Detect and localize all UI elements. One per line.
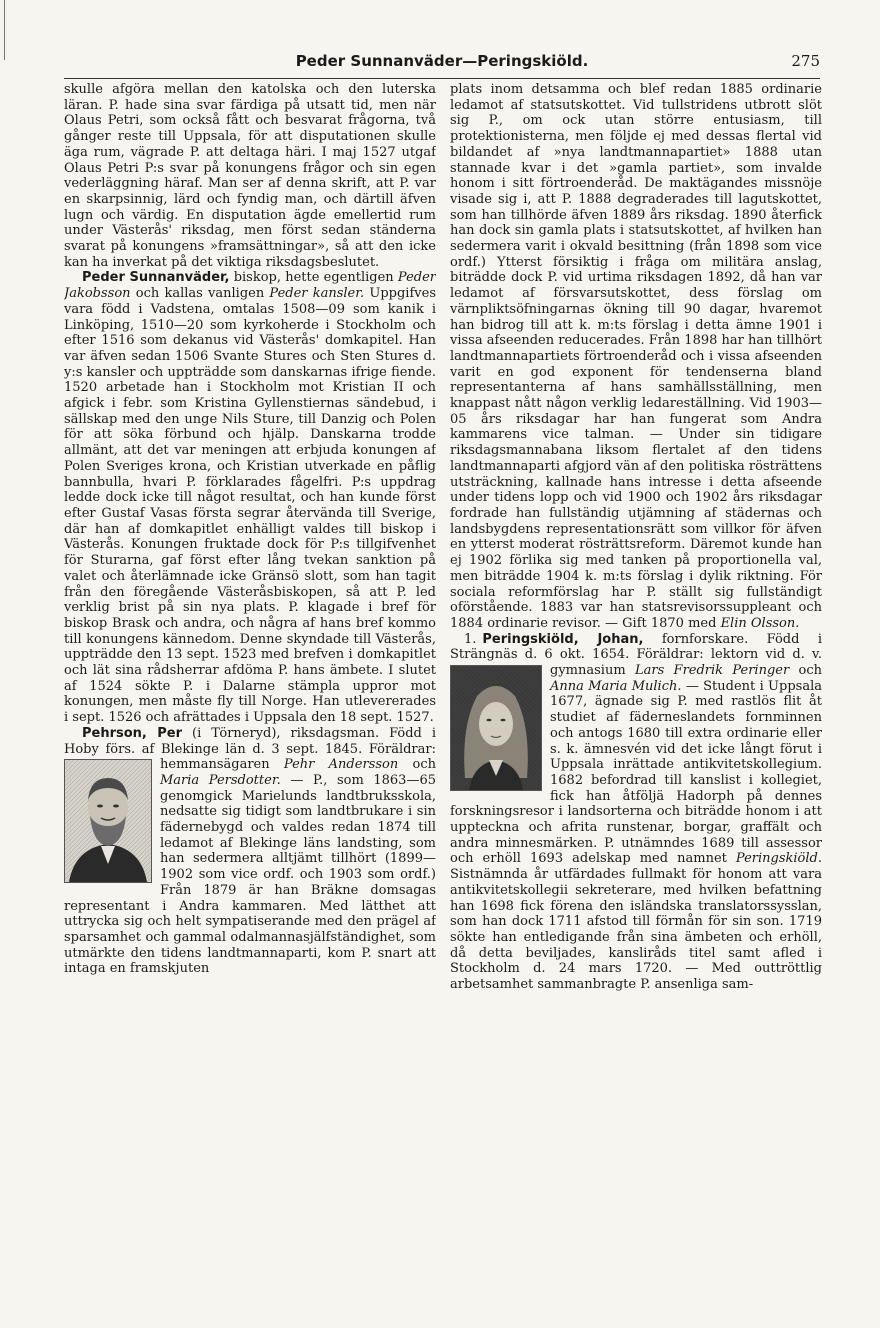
wife-name-italic: Elin Olsson. (720, 615, 800, 631)
portrait-engraving-man-beard-icon (64, 759, 152, 883)
entry-pehrson (64, 726, 436, 977)
entry-text: och (789, 663, 822, 679)
mother-name-italic: Anna Maria Mulich. (550, 678, 682, 694)
headword-peringskiold: Peringskiöld, Johan, (482, 631, 644, 647)
portrait-engraving-man-wig-icon (450, 665, 542, 791)
headword-sunnanvader: Peder Sunnanväder, (82, 270, 230, 286)
headword-pehrson: Pehrson, Per (82, 725, 183, 741)
entry-text: — P., som 1863—65 genomgick Marielunds landtbruksskola, nedsatte sig tidigt som landtbrukare i sin fädernebygd och valdes redan 1874 till ledamot af Blekinge läns landsting, som han sedermera alltjämt tillhört (1899—1902 som vice ordf. och 1903 som ordf.) Från 1879 är han Bräkne domsagas representant i Andra kammaren. Med lätthet att uttrycka sig och helt sympatiserande med den prägel af sparsamhet och gammal odalmannasjälfständighet, som utmärkte den tidens landtmannaparti, kom P. snart att intaga en framskjuten (64, 772, 436, 977)
entry-text: och kallas vanligen (130, 286, 270, 302)
page-edge-line (4, 0, 5, 60)
entry-text: — Student i Uppsala 1677, ägnade sig P. med rastlös flit åt studiet af fäderneslandets fornminnen och antogs 1680 till extra ordinarie eller s. k. ämnesvén vid det icke långt förut i Uppsala inrättade antikvitetskollegium. 1682 befordrad till kanslist i kollegiet, fick han åtföljä Hadorph på dennes forskningsresor i landsorterna och biträdde honom i att uppteckna och afrita runstenar, borgar, graffält och andra minnesmärken. P. utnämndes 1689 till assessor och erhöll 1693 adelskap med namnet (450, 678, 822, 867)
entry-sunnanvader (64, 270, 436, 725)
running-head: Peder Sunnanväder—Peringskiöld. (295, 52, 589, 70)
ennobled-name-italic: Peringskiöld. (735, 851, 822, 867)
paragraph-olaus-petri: skulle afgöra mellan den katolska och den luterska läran. P. hade sina svar färdiga på utsatt tid, men när Olaus Petri, som också fått och besvarat frågorna, två gånger reste till Uppsala, för att disputationen skulle äga rum, vägrade P. att deltaga häri. I maj 1527 utgaf Olaus Petri P:s svar på konungens frågor och sin egen vederläggning häraf. Man ser af denna skrift, att P. var en skarpsinnig, lärd och fyndig man, och därtill äfven lugn och värdig. En disputation ägde emellertid rum under Västerås' riksdag, men först sedan ständerna svarat på konungens »framsättningar», så att den icke kan ha inverkat på det viktiga riksdagsbeslutet. (64, 82, 436, 270)
right-column (450, 82, 822, 1282)
entry-text: Sistnämnda år utfärdades fullmakt för honom att vara antikvitetskollegii sekreterare, med hvilken befattning han 1698 fick förena den isländska translatorssysslan, som han dock 1711 afstod till förmån för sin son. 1719 sökte han entledigande från sina ämbeten och erhöll, då detta beviljades, kansliråds titel samt afled i Stockholm d. 24 mars 1720. — Med outtröttlig arbetsamhet sammanbragte P. ansenliga sam- (450, 867, 822, 993)
father-name-italic: Lars Fredrik Peringer (634, 663, 790, 679)
entry-text: biskop, hette egentligen (229, 270, 398, 286)
entry-title-italic: Peder kansler. (269, 286, 365, 302)
entry-name-italic: Peder Jakobsson (64, 270, 436, 302)
entry-peringskiold (450, 632, 822, 993)
header-rule (64, 78, 820, 79)
entry-text: Uppgifves vara född i Vadstena, omtalas 1508—09 som kanik i Linköping, 1510—20 som kyrkoherde i Stockholm och efter 1516 som dekanus vid Västerås' domkapitel. Han var äfven sedan 1506 Svante Stures och Sten Stures d. y:s kansler och uppträdde som danskarnas ifrige fiende. 1520 arbetade han i Stockholm mot Kristian II och afgick i febr. som Kristina Gyllenstiernas sändebud, i sällskap med den unge Nils Sture, till Danzig och Polen för att söka förbund och hjälp. Danskarna trodde allmänt, att det var meningen att erbjuda konungen af Polen Sveriges krona, och Kristian utverkade en påflig bannbulla, hvari P. förklarades fågelfri. P:s uppdrag ledde dock icke till något resultat, och han kunde först efter Gustaf Vasas första segrar återvända till Sverige, där han af domkapitlet enhälligt valdes till biskop i Västerås. Konungen fruktade dock för P:s tillgifvenhet för Sturarna, gaf först efter lång tvekan sanktion på valet och återlämnade icke Gränsö slott, som han tagit från den föregående Västeråsbiskopen, så att P. led verklig brist på sin nya plats. P. klagade i bref för biskop Brask och andra, och några af hans bref kommo till konungens kännedom. Denne skyndade till Västerås, uppträdde den 13 sept. 1523 med brefven i domkapitlet och lät sina rådsherrar afdöma P. hans ämbete. I slutet af 1524 sökte P. i Dalarne stämpla uppror mot konungen, men måste fly till Norge. Han utlevererades i sept. 1526 och afrättades i Uppsala den 18 sept. 1527. (64, 286, 436, 726)
mother-name-italic: Maria Persdotter. (160, 772, 281, 788)
page-header (64, 50, 820, 74)
page-number: 275 (791, 52, 820, 70)
entry-number: 1. (464, 631, 477, 647)
entry-text: plats inom detsamma och blef redan 1885 ordinarie ledamot af statsutskottet. Vid tullstridens utbrott slöt sig P., om ock utan större entusiasm, till protektionisterna, men följde ej med dessas flertal vid bildandet af »nya landtmannapartiet» 1888 utan stannade kvar i det »gamla partiet», som invalde honom i sitt förtroenderåd. De maktägandes missnöje visade sig i, att P. 1888 degraderades till lagutskottet, som han tillhörde äfven 1889 års riksdag. 1890 återfick han dock sin gamla plats i statsutskottet, af hvilken han sedermera varit i okvald besittning (från 1898 som vice ordf.) Ytterst försiktig i fråga om militära anslag, biträdde dock P. vid urtima riksdagen 1892, då han var ledamot af försvarsutskottet, dess förslag om värnpliktsöfningarnas ökning till 90 dagar, hvaremot han bidrog till att k. m:ts förslag i detta ämne 1901 i vissa afseenden reducerades. Från 1898 har han tillhört landtmannapartiets förtroenderåd och i vissa afseenden varit en god exponent för tendenserna bland representanterna af hans samhällsställning, men knappast nått någon verklig ledareställning. Vid 1903—05 års riksdagar har han fungerat som Andra kammarens vice talman. — Under sin tidigare riksdagsmannabana liksom flertalet af den tidens landtmannaparti afgjord vän af den politiska rösträttens utsträckning, kallnade hans intresse i detta afseende under tidens lopp och vid 1900 och 1902 års riksdagar fordrade han fullständig utjämning af städernas och landsbygdens representationsrätt som villkor för äfven en ytterst moderat rösträttsreform. Däremot kunde han ej 1902 förlika sig med tanken på proportionella val, men biträdde 1904 k. m:ts förslag i dylik riktning. För sociala reformförslag har P. ställt sig fullständigt oförstående. 1883 var han statsrevisorssuppleant och 1884 ordinarie revisor. — Gift 1870 med (450, 82, 822, 631)
left-column (64, 82, 436, 1282)
father-name-italic: Pehr Andersson (283, 757, 399, 773)
entry-text: och (398, 757, 436, 773)
entry-text: (i Törneryd), riksdagsman. Född i Hoby förs. af Blekinge län d. 3 sept. 1845. Föräldrar: hemmansägaren (64, 725, 436, 773)
entry-text: fornforskare. Född i Strängnäs d. 6 okt. 1654. Föräldrar: lektorn vid d. v. gymnasium (450, 631, 822, 679)
paragraph-pehrson-continued (450, 82, 822, 632)
